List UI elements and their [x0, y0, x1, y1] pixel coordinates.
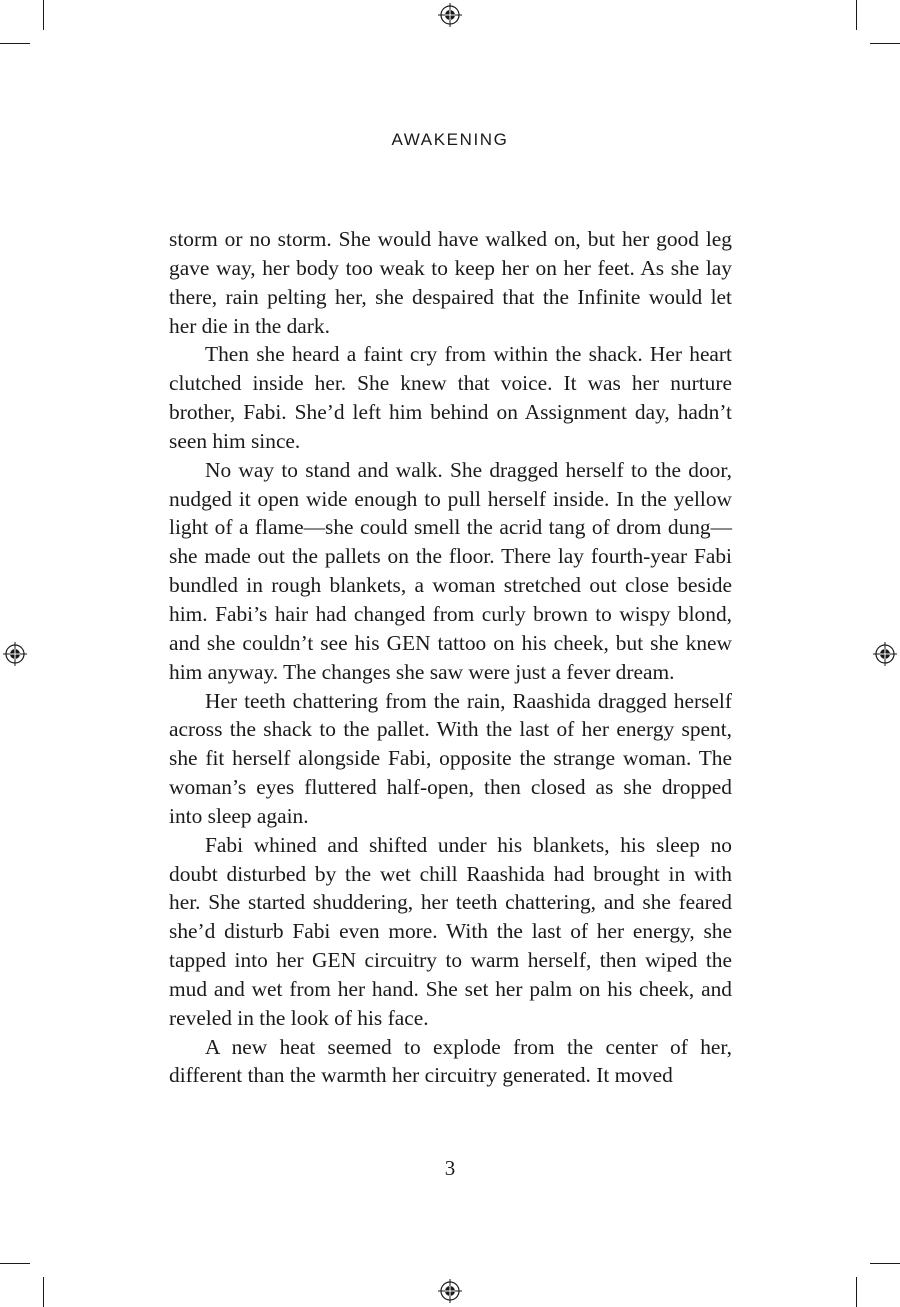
- crop-mark-top-right-vertical: [856, 0, 857, 30]
- crop-mark-top-left-vertical: [43, 0, 44, 30]
- paragraph: Her teeth chattering from the rain, Raashida dragged herself across the shack to the pallet. With the last of her energy spent, she fit herself alongside Fabi, opposite the strange woman. The woman’s eyes fluttered half-open, then closed as she dropped into sleep again.: [169, 688, 732, 828]
- paragraph: No way to stand and walk. She dragged herself to the door, nudged it open wide enough to pull herself inside. In the yellow light of a flame—she could smell the acrid tang of drom dung—she made out the pallets on the floor. There lay fourth-year Fabi bundled in rough blankets, a woman stretched out close beside him. Fabi’s hair had changed from curly brown to wispy blond, and she couldn’t see his GEN tattoo on his cheek, but she knew him anyway. The changes she saw were just a fever dream.: [169, 457, 732, 684]
- paragraph: storm or no storm. She would have walked on, but her good leg gave way, her body too weak to keep her on her feet. As she lay there, rain pelting her, she despaired that the Infinite would let her die in the dark.: [169, 227, 732, 338]
- registration-mark-top-icon: [438, 3, 462, 27]
- registration-mark-left-icon: [3, 642, 27, 666]
- running-head: AWAKENING: [391, 130, 509, 149]
- crop-mark-bottom-left-vertical: [43, 1277, 44, 1307]
- paragraph: Fabi whined and shifted under his blankets, his sleep no doubt disturbed by the wet chill Raashida had brought in with her. She started shuddering, her teeth chattering, and she feared she’d disturb Fabi even more. With the last of her energy, she tapped into her GEN circuitry to warm herself, then wiped the mud and wet from her hand. She set her palm on his cheek, and reveled in the look of his face.: [169, 832, 732, 1030]
- crop-mark-bottom-left-horizontal: [0, 1263, 30, 1264]
- registration-mark-bottom-icon: [438, 1279, 462, 1303]
- paragraph: A new heat seemed to explode from the center of her, different than the warmth her circuitry generated. It moved: [169, 1034, 732, 1088]
- registration-mark-right-icon: [873, 642, 897, 666]
- body-text: [169, 225, 732, 1090]
- crop-mark-top-right-horizontal: [870, 43, 900, 44]
- page-number: 3: [444, 1156, 456, 1180]
- paragraph: Then she heard a faint cry from within the shack. Her heart clutched inside her. She knew that voice. It was her nurture brother, Fabi. She’d left him behind on Assignment day, hadn’t seen him since.: [169, 342, 732, 453]
- crop-mark-bottom-right-vertical: [856, 1277, 857, 1307]
- crop-mark-bottom-right-horizontal: [870, 1263, 900, 1264]
- crop-mark-top-left-horizontal: [0, 43, 30, 44]
